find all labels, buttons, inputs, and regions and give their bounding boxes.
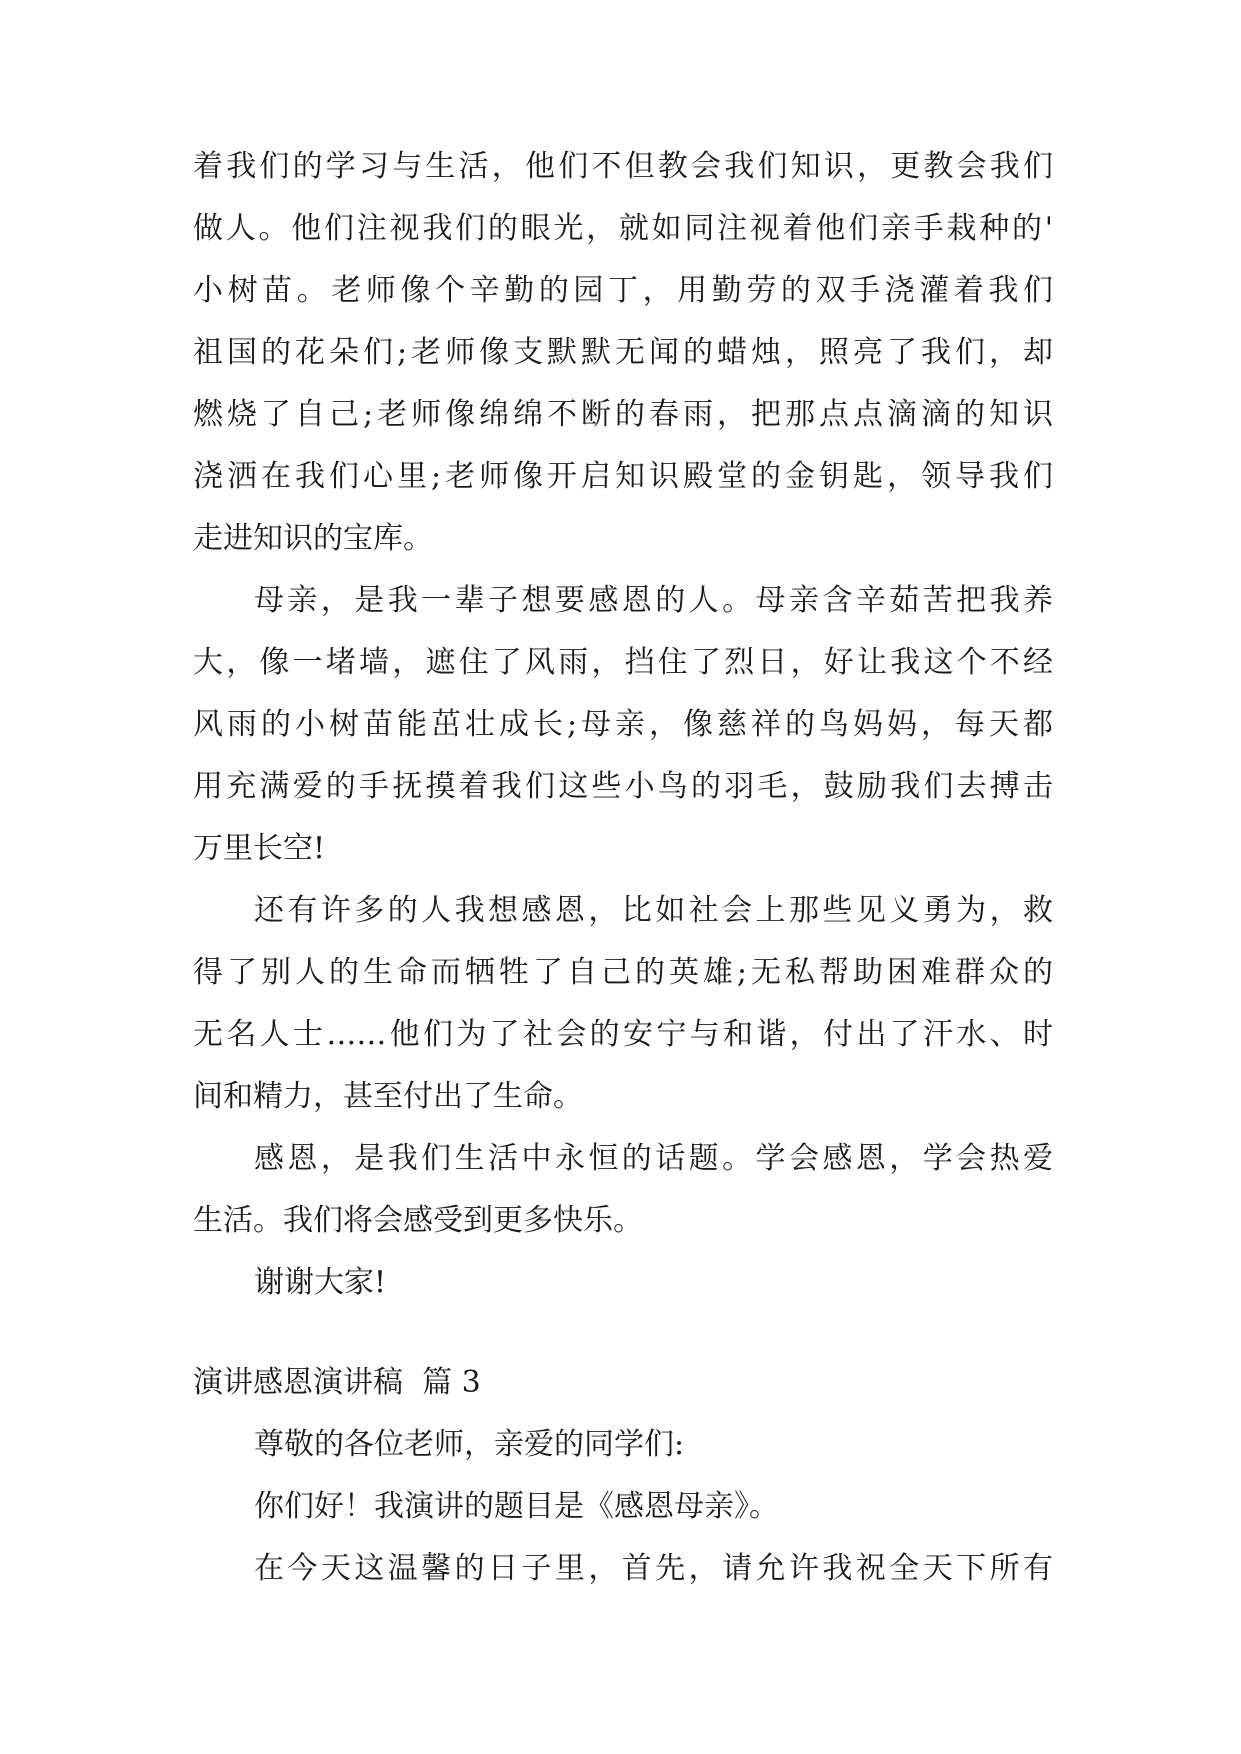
text-line: 燃烧了自己;老师像绵绵不断的春雨，把那点点滴滴的知识	[193, 397, 1053, 432]
paragraph-first-line: 在今天这温馨的日子里，首先，请允许我祝全天下所有	[254, 1551, 1053, 1586]
text-line: 祖国的花朵们;老师像支默默无闻的蜡烛，照亮了我们，却	[193, 335, 1053, 370]
paragraph-first-line: 还有许多的人我想感恩，比如社会上那些见义勇为，救	[254, 893, 1053, 928]
text-line: 用充满爱的手抚摸着我们这些小鸟的羽毛，鼓励我们去搏击	[193, 769, 1053, 804]
salutation-line: 尊敬的各位老师，亲爱的同学们:	[254, 1427, 685, 1462]
text-line: 走进知识的宝库。	[193, 521, 433, 556]
greeting-line: 你们好！我演讲的题目是《感恩母亲》。	[254, 1489, 779, 1524]
section-heading: 演讲感恩演讲稿 篇 3	[193, 1365, 481, 1400]
paragraph-first-line: 感恩，是我们生活中永恒的话题。学会感恩，学会热爱	[254, 1141, 1053, 1176]
text-line: 间和精力，甚至付出了生命。	[193, 1079, 583, 1114]
text-line: 风雨的小树苗能茁壮成长;母亲，像慈祥的鸟妈妈，每天都	[193, 707, 1053, 742]
text-line: 生活。我们将会感受到更多快乐。	[193, 1203, 643, 1238]
closing-line: 谢谢大家!	[254, 1265, 387, 1300]
paragraph-first-line: 母亲，是我一辈子想要感恩的人。母亲含辛茹苦把我养	[254, 583, 1053, 618]
text-line: 得了别人的生命而牺牲了自己的英雄;无私帮助困难群众的	[193, 955, 1053, 990]
text-line: 浇洒在我们心里;老师像开启知识殿堂的金钥匙，领导我们	[193, 459, 1053, 494]
text-line: 小树苗。老师像个辛勤的园丁，用勤劳的双手浇灌着我们	[193, 273, 1053, 308]
text-line: 无名人士……他们为了社会的安宁与和谐，付出了汗水、时	[193, 1017, 1053, 1052]
text-line: 做人。他们注视我们的眼光，就如同注视着他们亲手栽种的'	[193, 211, 1053, 246]
text-line: 万里长空!	[193, 831, 326, 866]
text-line: 大，像一堵墙，遮住了风雨，挡住了烈日，好让我这个不经	[193, 645, 1053, 680]
text-line: 着我们的学习与生活，他们不但教会我们知识，更教会我们	[193, 149, 1053, 184]
